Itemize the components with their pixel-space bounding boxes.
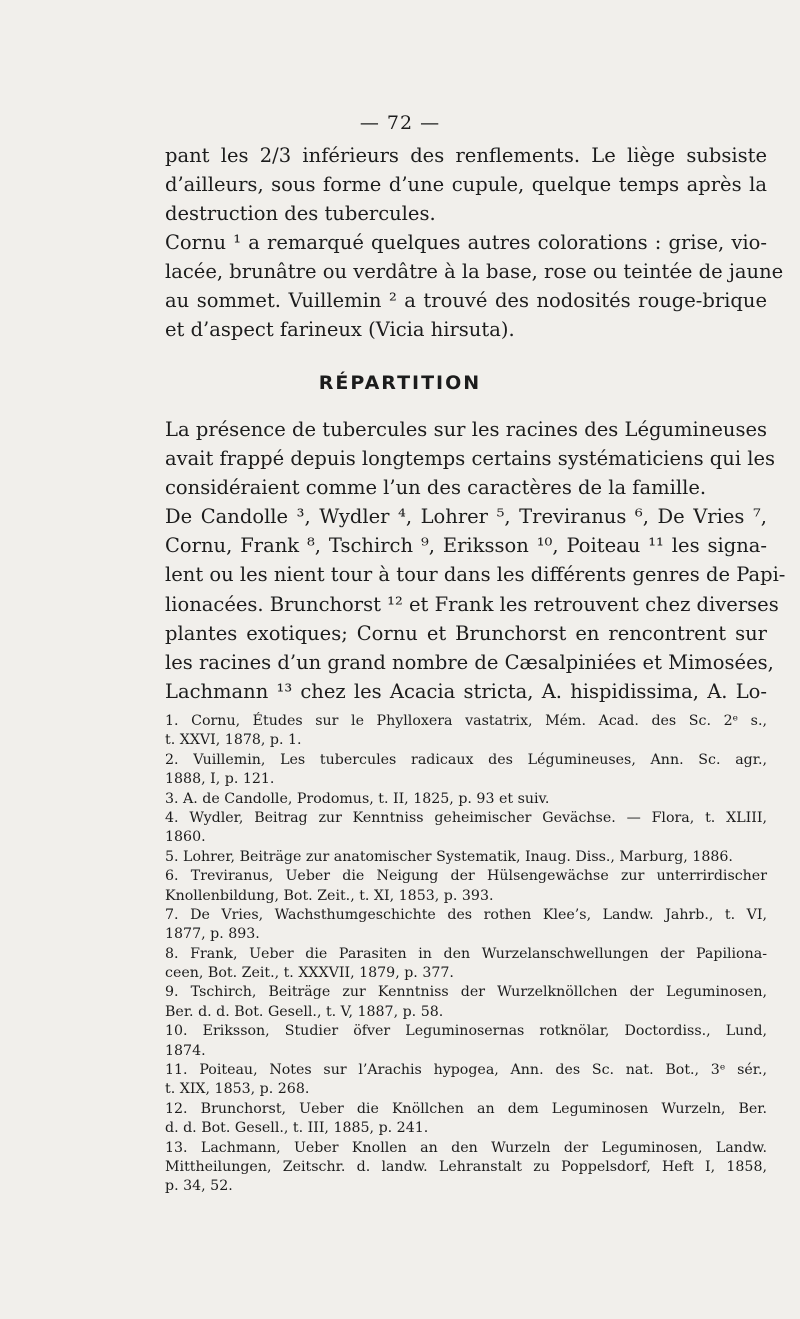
- text-line: avait frappé depuis longtemps certains systématiciens qui les: [165, 447, 776, 471]
- footnote-line: ceen, Bot. Zeit., t. XXXVII, 1879, p. 377.: [165, 965, 454, 982]
- text-line: considéraient comme l’un des caractères de la famille.: [165, 476, 707, 500]
- footnote-line: 1888, I, p. 121.: [165, 771, 275, 788]
- footnote-line: 7. De Vries, Wachsthumgeschichte des rothen Klee’s, Landw. Jahrb., t. VI,: [165, 906, 767, 923]
- text-line: La présence de tubercules sur les racines des Légumineuses: [165, 418, 767, 441]
- text-line: pant les 2/3 inférieurs des renflements. Le liège subsiste: [165, 144, 767, 167]
- footnote-line: 8. Frank, Ueber die Parasiten in den Wurzelanschwellungen der Papiliona-: [165, 945, 767, 962]
- footnote-line: 2. Vuillemin, Les tubercules radicaux des Légumineuses, Ann. Sc. agr.,: [165, 751, 767, 768]
- text-line: Cornu ¹ a remarqué quelques autres colorations : grise, vio-: [165, 231, 767, 254]
- text-line: d’ailleurs, sous forme d’une cupule, quelque temps après la: [165, 173, 767, 197]
- text-line: lent ou les nient tour à tour dans les différents genres de Papi-: [165, 563, 786, 587]
- footnote-line: 9. Tschirch, Beiträge zur Kenntniss der Wurzelknöllchen der Leguminosen,: [165, 984, 767, 1001]
- text-line: et d’aspect farineux (Vicia hirsuta).: [165, 318, 515, 342]
- footnote-line: p. 34, 52.: [165, 1178, 233, 1195]
- text-line: destruction des tubercules.: [165, 202, 436, 226]
- text-line: au sommet. Vuillemin ² a trouvé des nodosités rouge-brique: [165, 289, 767, 313]
- text-line: plantes exotiques; Cornu et Brunchorst en rencontrent sur: [165, 621, 767, 645]
- text-line: Lachmann ¹³ chez les Acacia stricta, A. hispidissima, A. Lo-: [165, 679, 767, 703]
- footnote-line: d. d. Bot. Gesell., t. III, 1885, p. 241.: [165, 1120, 429, 1137]
- footnote-line: Knollenbildung, Bot. Zeit., t. XI, 1853, p. 393.: [165, 887, 494, 904]
- section-heading: RÉPARTITION: [318, 372, 482, 394]
- footnote-line: 12. Brunchorst, Ueber die Knöllchen an dem Leguminosen Wurzeln, Ber.: [165, 1100, 767, 1117]
- footnote-line: 5. Lohrer, Beiträge zur anatomischer Systematik, Inaug. Diss., Marburg, 1886.: [165, 848, 733, 865]
- paragraph-2: [165, 228, 784, 344]
- footnote-line: 1860.: [165, 829, 206, 846]
- footnote-line: Mittheilungen, Zeitschr. d. landw. Lehranstalt zu Poppelsdorf, Heft I, 1858,: [165, 1158, 767, 1175]
- footnote-line: 1877, p. 893.: [165, 926, 260, 943]
- footnote-line: t. XXVI, 1878, p. 1.: [165, 732, 302, 749]
- paragraph-1: [165, 141, 767, 228]
- footnote-line: t. XIX, 1853, p. 268.: [165, 1081, 310, 1098]
- footnote-line: Ber. d. d. Bot. Gesell., t. V, 1887, p. 58.: [165, 1003, 444, 1020]
- page-number: — 72 —: [359, 112, 441, 134]
- footnote-line: 1. Cornu, Études sur le Phylloxera vastatrix, Mém. Acad. des Sc. 2ᵉ s.,: [165, 713, 767, 729]
- footnote-line: 13. Lachmann, Ueber Knollen an den Wurzeln der Leguminosen, Landw.: [165, 1139, 767, 1156]
- paragraph-3: [165, 415, 786, 706]
- text-line: De Candolle ³, Wydler ⁴, Lohrer ⁵, Treviranus ⁶, De Vries ⁷,: [165, 505, 767, 529]
- text-line: lacée, brunâtre ou verdâtre à la base, rose ou teintée de jaune: [165, 260, 784, 284]
- text-line: les racines d’un grand nombre de Cæsalpiniées et Mimosées,: [165, 650, 774, 674]
- text-line: lionacées. Brunchorst ¹² et Frank les retrouvent chez diverses: [165, 592, 779, 616]
- footnote-line: 3. A. de Candolle, Prodomus, t. II, 1825, p. 93 et suiv.: [165, 790, 550, 807]
- text-line: Cornu, Frank ⁸, Tschirch ⁹, Eriksson ¹⁰, Poiteau ¹¹ les signa-: [165, 534, 767, 558]
- footnotes: [165, 712, 767, 1197]
- footnote-line: 11. Poiteau, Notes sur l’Arachis hypogea, Ann. des Sc. nat. Bot., 3ᵉ sér.,: [165, 1062, 767, 1079]
- footnote-line: 10. Eriksson, Studier öfver Leguminosernas rotknölar, Doctordiss., Lund,: [165, 1023, 767, 1040]
- footnote-line: 6. Treviranus, Ueber die Neigung der Hülsengewächse zur unterrirdischer: [165, 868, 767, 885]
- footnote-line: 4. Wydler, Beitrag zur Kenntniss geheimischer Gevächse. — Flora, t. XLIII,: [165, 809, 767, 826]
- footnote-line: 1874.: [165, 1042, 206, 1059]
